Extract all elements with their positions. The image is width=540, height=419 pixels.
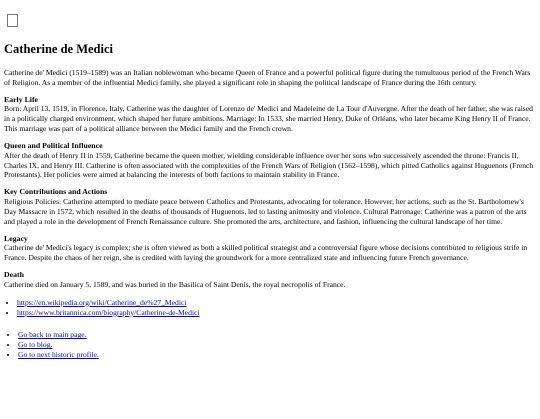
- section-heading-legacy: Legacy: [4, 233, 28, 243]
- section-heading-queen-influence: Queen and Political Influence: [4, 141, 103, 151]
- section-text-early-life: Born: April 13, 1519, in Florence, Italy, Catherine was the daughter of Lorenzo de' Medici and Madeleine de La Tour d'Auvergne. After the death of her father, she was raised in a politically charged environment, which shaped her future ambitions. Marriage: In 1533, she married Henry, Duke of Orléans, who later became King Henry II of France. This marriage was part of a political alliance between the Medici family and the French crown.: [4, 104, 533, 134]
- list-item: [17, 308, 536, 318]
- list-item: [18, 350, 536, 360]
- section-text-queen-influence: After the death of Henry II in 1559, Catherine became the queen mother, wielding considerable influence over her sons who successively ascended the throne: Francis II, Charles IX, and Henry III. Catherine is often associated with the complexities of the French Wars of Religion (1562–1598), which pitted Catholics against Huguenots (French Protestants). Her policies were aimed at balancing the interests of both factions to maintain stability in France.: [4, 150, 534, 180]
- section-heading-death: Death: [4, 270, 24, 280]
- source-links-list: [4, 298, 536, 318]
- broken-image-icon: [7, 14, 18, 27]
- section-text-legacy: Catherine de' Medici's legacy is complex; she is often viewed as both a skilled political strategist and a controversial figure whose decisions contributed to religious strife in France. Despite the chaos of her reign, she is credited with laying the groundwork for a more centralized state and influencing future French governance.: [4, 243, 528, 263]
- source-link-wikipedia[interactable]: https://en.wikipedia.org/wiki/Catherine_de%27_Medici: [17, 297, 187, 307]
- next-profile-link[interactable]: Go to next historic profile.: [18, 350, 99, 360]
- source-link-britannica[interactable]: https://www.britannica.com/biography/Catherine-de-Medici: [17, 307, 200, 317]
- list-item: [17, 298, 536, 308]
- page-title: Catherine de Medici: [4, 42, 114, 56]
- section-text-death: Catherine died on January 5, 1589, and was buried in the Basilica of Saint Denis, the royal necropolis of France.: [4, 279, 346, 289]
- section-text-key-contributions: Religious Policies: Catherine attempted to mediate peace between Catholics and Protestants, advocating for tolerance. However, her actions, such as the St. Bartholomew's Day Massacre in 1572, which resulted in the deaths of thousands of Huguenots, led to lasting animosity and violence. Cultural Patronage: Catherine was a patron of the arts and played a role in the development of French Renaissance culture. She promoted the arts, architecture, and fashion, influencing the cultural landscape of her time.: [4, 197, 527, 226]
- list-item: [18, 340, 536, 350]
- navigation-links-list: [4, 330, 536, 360]
- section-heading-early-life: Early Life: [4, 94, 38, 104]
- list-item: [18, 330, 536, 340]
- section-heading-key-contributions: Key Contributions and Actions: [4, 187, 108, 197]
- back-to-main-link[interactable]: Go back to main page.: [18, 330, 87, 340]
- blog-link[interactable]: Go to blog.: [18, 340, 53, 350]
- intro-paragraph: Catherine de' Medici (1519–1589) was an Italian noblewoman who became Queen of France and a powerful political figure during the tumultuous period of the French Wars of Religion. As a member of the influential Medici family, she played a significant role in shaping the political landscape of France during the 16th century.: [4, 68, 531, 87]
